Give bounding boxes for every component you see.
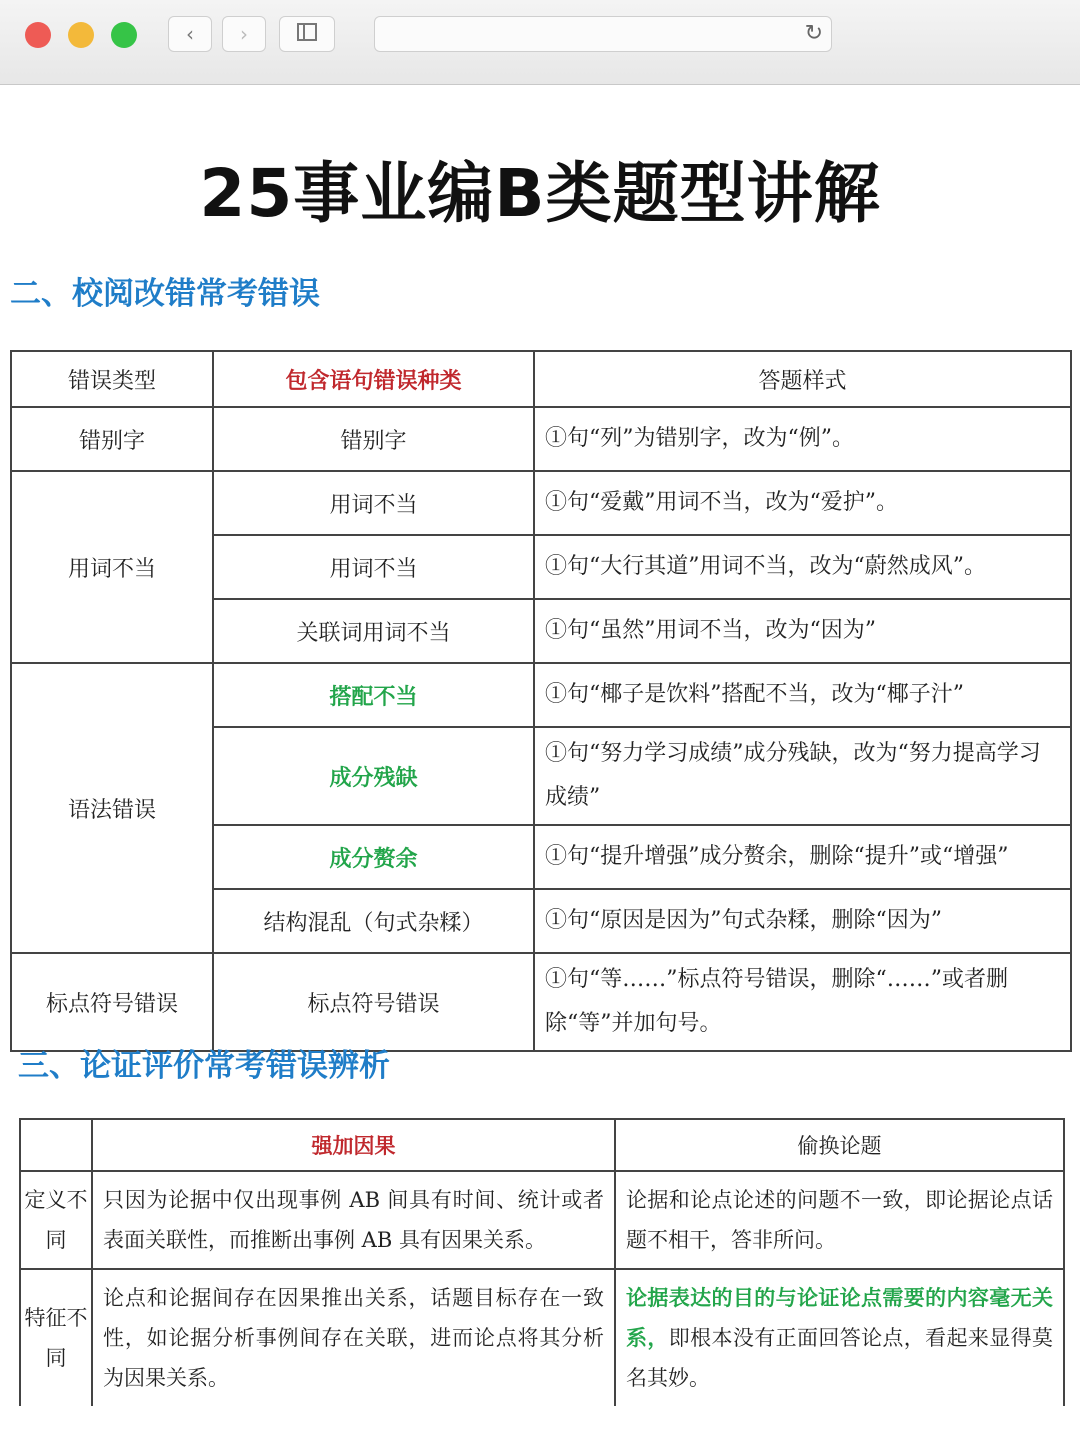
highlight-text: 论据表达的目的与论证论点需要的内容毫无关系， [626,1285,1053,1350]
header-cell: 错误类型 [11,351,213,407]
table-row [20,1171,1064,1269]
sidebar-button[interactable] [279,16,335,52]
error-kind-cell: 用词不当 [213,471,534,535]
forward-button[interactable] [222,16,266,52]
sidebar-icon [297,22,317,46]
content-cell [615,1269,1064,1406]
answer-cell: ①句“提升增强”成分赘余，删除“提升”或“增强” [534,825,1071,889]
section2-heading: 二、校阅改错常考错误 [10,276,320,312]
reload-icon[interactable]: ↻ [804,21,823,46]
table-row [11,407,1071,471]
error-type-cell: 用词不当 [11,471,213,663]
error-type-cell: 语法错误 [11,663,213,953]
error-kind-cell: 标点符号错误 [213,953,534,1051]
error-kind-cell: 结构混乱（句式杂糅） [213,889,534,953]
error-kind-cell: 成分赘余 [213,825,534,889]
table-header-row [11,351,1071,407]
content-cell: 只因为论据中仅出现事例 AB 间具有时间、统计或者表面关联性，而推断出事例 AB 具有因果关系。 [92,1171,615,1269]
section3-heading: 三、论证评价常考错误辨析 [18,1048,390,1084]
content-text: 即根本没有正面回答论点，看起来显得莫名其妙。 [626,1326,1054,1390]
chevron-right-icon: › [240,22,248,46]
table-header-row [20,1119,1064,1171]
answer-cell: ①句“椰子是饮料”搭配不当，改为“椰子汁” [534,663,1071,727]
zoom-window-button[interactable] [111,22,137,48]
browser-toolbar [0,0,1080,85]
header-cell: 偷换论题 [615,1119,1064,1171]
table-row [11,471,1071,535]
header-cell: 强加因果 [92,1119,615,1171]
answer-cell: ①句“列”为错别字，改为“例”。 [534,407,1071,471]
error-kind-cell: 搭配不当 [213,663,534,727]
answer-cell: ①句“原因是因为”句式杂糅，删除“因为” [534,889,1071,953]
answer-cell: ①句“努力学习成绩”成分残缺，改为“努力提高学习成绩” [534,727,1071,825]
content-cell: 论点和论据间存在因果推出关系，话题目标存在一致性，如论据分析事例间存在关联，进而论点将其分析为因果关系。 [92,1269,615,1406]
chevron-left-icon: ‹ [186,22,194,46]
answer-cell: ①句“爱戴”用词不当，改为“爱护”。 [534,471,1071,535]
minimize-window-button[interactable] [68,22,94,48]
error-kind-cell: 关联词用词不当 [213,599,534,663]
error-kind-cell: 成分残缺 [213,727,534,825]
row-label-cell: 特征不同 [20,1269,92,1406]
table-row [20,1269,1064,1406]
table-row [11,953,1071,1051]
table-row [11,663,1071,727]
row-label-cell: 定义不同 [20,1171,92,1269]
address-bar[interactable] [374,16,832,52]
header-cell: 包含语句错误种类 [213,351,534,407]
header-cell: 答题样式 [534,351,1071,407]
answer-cell: ①句“大行其道”用词不当，改为“蔚然成风”。 [534,535,1071,599]
answer-cell: ①句“等……”标点符号错误，删除“……”或者删除“等”并加句号。 [534,953,1071,1051]
close-window-button[interactable] [25,22,51,48]
argument-error-table [19,1118,1065,1406]
answer-cell: ①句“虽然”用词不当，改为“因为” [534,599,1071,663]
page-title: 25事业编B类题型讲解 [199,155,881,232]
proofreading-error-table [10,350,1072,1052]
content-cell: 论据和论点论述的问题不一致，即论据论点话题不相干，答非所问。 [615,1171,1064,1269]
error-kind-cell: 错别字 [213,407,534,471]
error-type-cell: 错别字 [11,407,213,471]
error-type-cell: 标点符号错误 [11,953,213,1051]
header-cell [20,1119,92,1171]
back-button[interactable] [168,16,212,52]
error-kind-cell: 用词不当 [213,535,534,599]
